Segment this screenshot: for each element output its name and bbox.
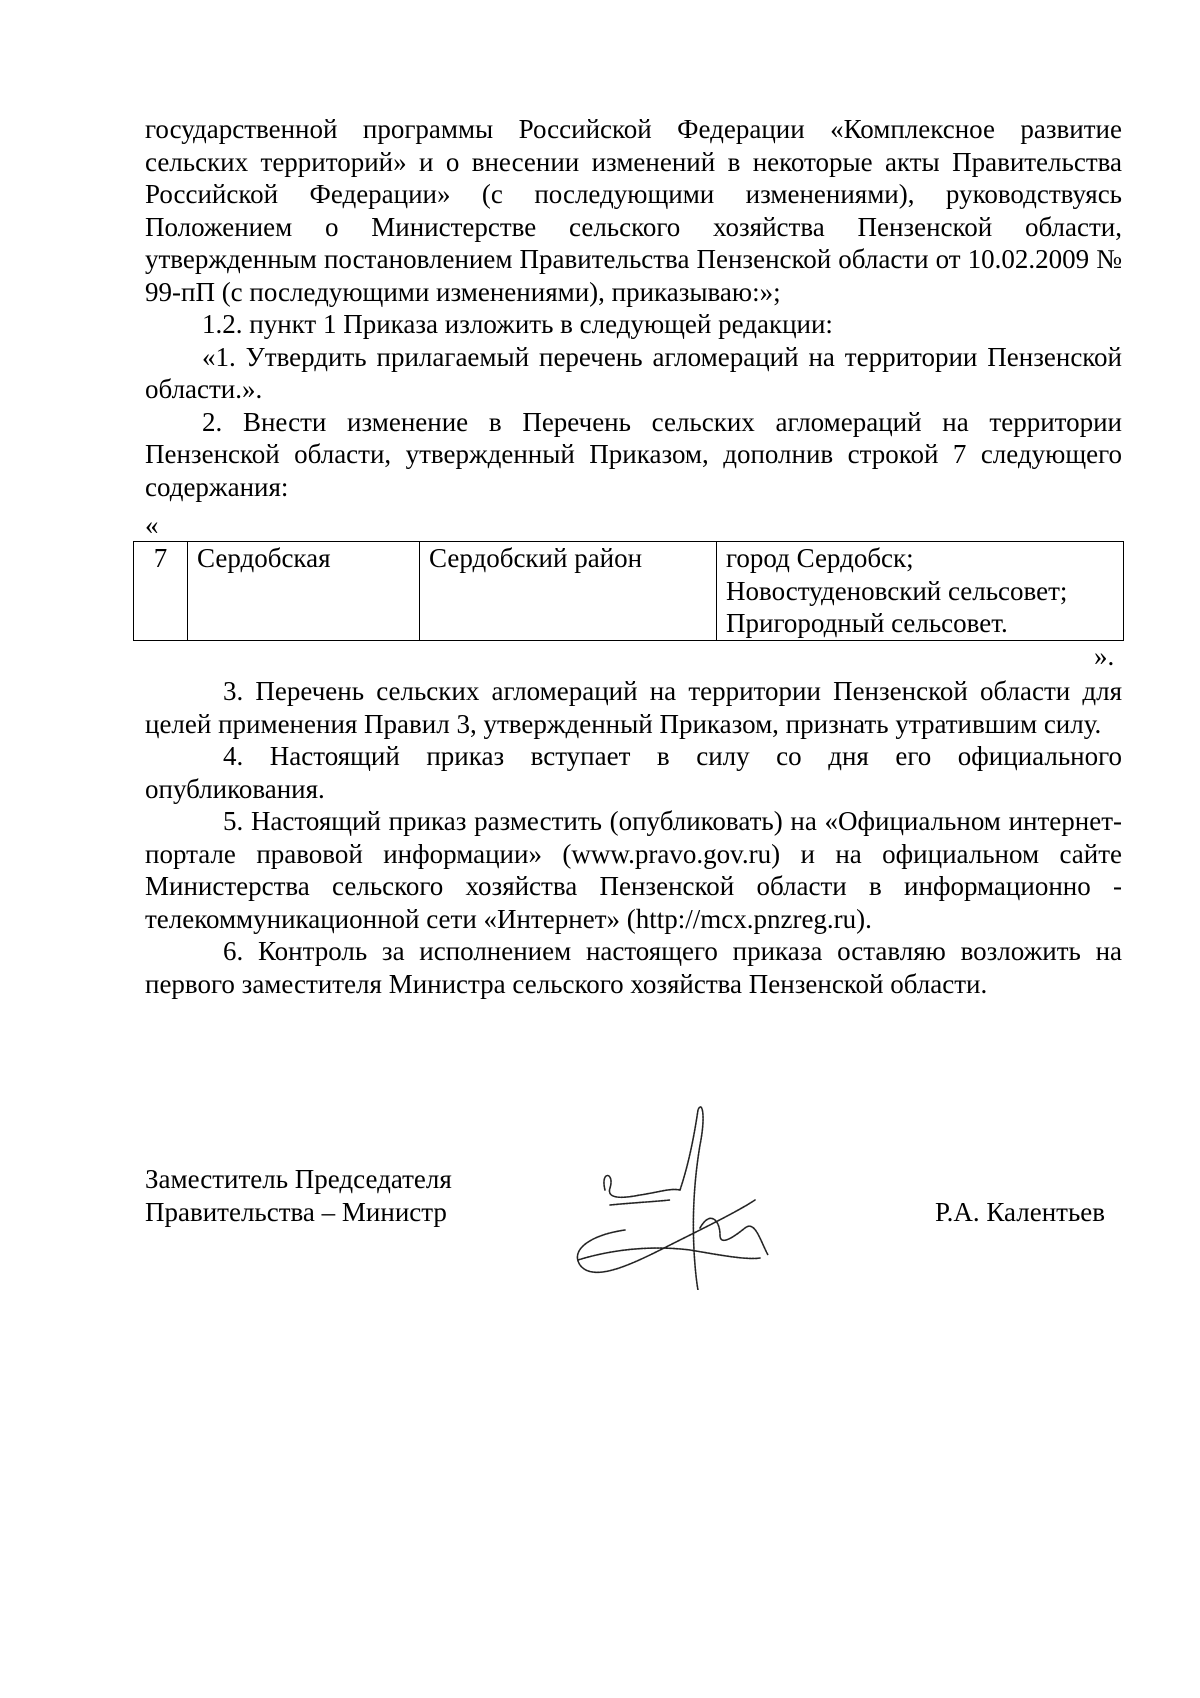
settlements-cell: [717, 542, 1124, 641]
body-text-top: [145, 113, 1122, 503]
agglomeration-table: [133, 541, 1124, 641]
paragraph-quote-1: «1. Утвердить прилагаемый перечень агломераций на территории Пензенской области.».: [145, 341, 1122, 404]
settlement-item: Пригородный сельсовет.: [726, 608, 1008, 638]
quote-close-mark: ».: [1094, 641, 1115, 671]
handwritten-signature: [570, 1100, 820, 1290]
table-row: [134, 542, 1124, 641]
paragraph-1-2: 1.2. пункт 1 Приказа изложить в следующей редакции:: [202, 309, 833, 339]
settlement-item: город Сердобск;: [726, 543, 914, 573]
row-number-cell: 7: [134, 542, 188, 641]
paragraph-4: 4. Настоящий приказ вступает в силу со дня его официального опубликования.: [145, 741, 1122, 804]
paragraph-3: 3. Перечень сельских агломераций на территории Пензенской области для целей применения Правил 3, утвержденный Приказом, признать утратившим силу.: [145, 676, 1122, 739]
signatory-title-line: Правительства – Министр: [145, 1196, 447, 1227]
signatory-name: Р.А. Калентьев: [935, 1197, 1106, 1227]
paragraph-2: 2. Внести изменение в Перечень сельских агломераций на территории Пензенской области, утвержденный Приказом, дополнив строкой 7 следующего содержания:: [145, 406, 1122, 502]
signatory-title: [145, 1163, 452, 1228]
district-cell: Сердобский район: [420, 542, 717, 641]
paragraph-6: 6. Контроль за исполнением настоящего приказа оставляю возложить на первого заместителя Министра сельского хозяйства Пензенской области.: [145, 936, 1122, 999]
paragraph-5: 5. Настоящий приказ разместить (опубликовать) на «Официальном интернет-портале правовой информации» (www.pravo.gov.ru) и на официальном сайте Министерства сельского хозяйства Пензенской области в информационно - телекоммуникационной сети «Интернет» (http://mcx.pnzreg.ru).: [145, 806, 1122, 934]
agglomeration-name-cell: Сердобская: [188, 542, 420, 641]
body-text-bottom: [145, 675, 1122, 1000]
quote-open-mark: «: [145, 510, 159, 540]
settlement-item: Новостуденовский сельсовет;: [726, 575, 1068, 606]
paragraph-continuation: государственной программы Российской Федерации «Комплексное развитие сельских территорий» и о внесении изменений в некоторые акты Правительства Российской Федерации» (с последующими изменениями), руководствуясь Положением о Министерстве сельского хозяйства Пензенской области, утвержденным постановлением Правительства Пензенской области от 10.02.2009 № 99-пП (с последующими изменениями), приказываю:»;: [145, 114, 1122, 307]
signatory-title-line: Заместитель Председателя: [145, 1164, 452, 1194]
